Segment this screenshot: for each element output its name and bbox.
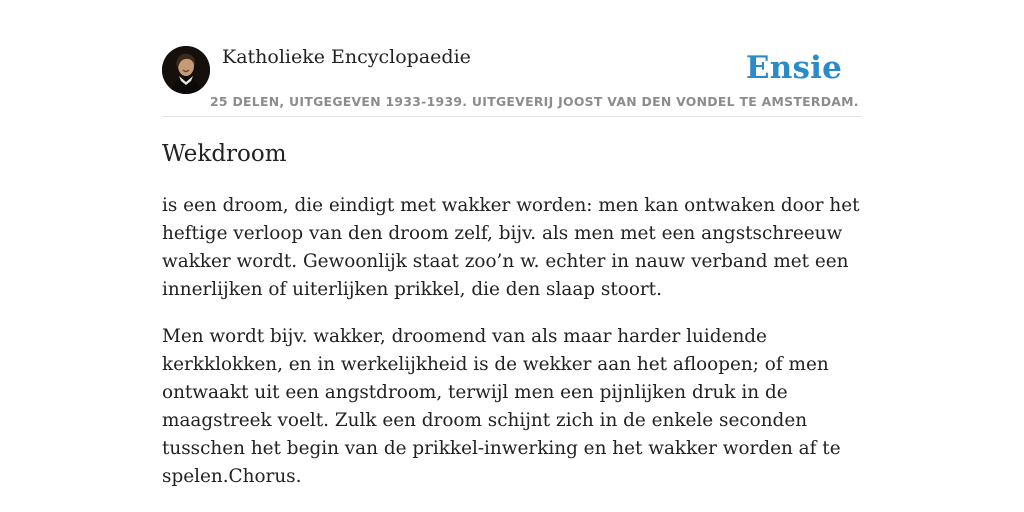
source-description: 25 DELEN, UITGEGEVEN 1933-1939. UITGEVERIJ JOOST VAN DEN VONDEL TE AMSTERDAM. <box>210 94 859 109</box>
article-title: Wekdroom <box>162 141 287 167</box>
source-title-link[interactable]: Katholieke Encyclopaedie <box>222 46 471 68</box>
article-paragraph: is een droom, die eindigt met wakker worden: men kan ontwaken door het heftige verloop van den droom zelf, bijv. als men met een angstschreeuw wakker wordt. Gewoonlijk staat zoo’n w. echter in nauw verband met een innerlijken of uiterlijken prikkel, die den slaap stoort. <box>162 195 860 300</box>
ensie-logo[interactable]: Ensie <box>745 50 842 86</box>
article-paragraph: Men wordt bijv. wakker, droomend van als maar harder luidende kerkklokken, en in werkelijkheid is de wekker aan het afloopen; of men ontwaakt uit een angstdroom, terwijl men een pijnlijken druk in de maagstreek voelt. Zulk een droom schijnt zich in de enkele seconden tusschen het begin van de prikkel-inwerking en het wakker worden af te spelen.Chorus. <box>162 326 841 487</box>
portrait-avatar-icon[interactable] <box>162 46 210 94</box>
source-header <box>162 46 862 117</box>
article <box>162 138 862 491</box>
